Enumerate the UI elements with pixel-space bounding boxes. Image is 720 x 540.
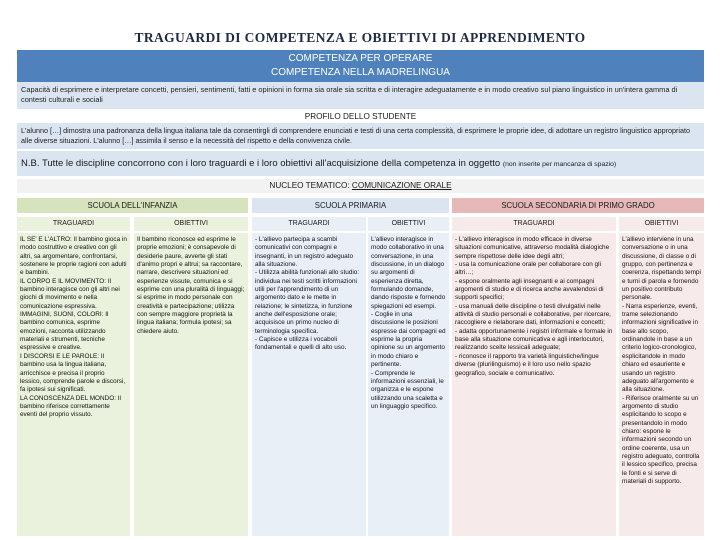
nb-note: [17, 151, 704, 176]
school-header-primaria: SCUOLA PRIMARIA: [252, 198, 449, 213]
nucleo-tematico: [17, 179, 704, 193]
primaria-traguardi-cell: [252, 233, 366, 536]
paragraph: IMMAGINI, SUONI, COLORI: Il bambino comunica, esprime emozioni, racconta utilizzando materiali e strumenti, tecniche espressive e creative.: [20, 311, 109, 352]
primaria-obiettivi-cell: [368, 233, 449, 536]
paragraph: Il bambino riconosce ed esprime le proprie emozioni; è consapevole di desiderie paure, avverte gli stati d'animo propri e altrui; sa raccontare, narrare, descrivere situazioni ed esperienze vissute, comunica e si esprime con una pluralità di linguaggi; si esprime in modo personale con creatività e partecipazione; utilizza con sempre maggiore proprietà la lingua italiana; formula ipotesi; sa chiedere aiuto.: [137, 236, 245, 335]
infanzia-traguardi-text: [20, 236, 127, 420]
paragraph: - Narra esperienze, eventi, trame selezionando informazioni significative in base allo scopo, ordinandole in base a un criterio logico-cronologico, esplicitandole in modo chiaro ed esauriente e usando un registro adeguato all'argomento e alla situazione.: [622, 302, 699, 394]
competence-line-2: COMPETENZA NELLA MADRELINGUA: [271, 67, 450, 78]
paragraph: - Comprende le informazioni essenziali, le organizza e le espone utilizzando una scaletta e un linguaggio specifico.: [371, 369, 444, 410]
col-header-secondaria-traguardi: TRAGUARDI: [452, 217, 616, 231]
infanzia-obiettivi-text: [137, 236, 245, 336]
nb-main-text: N.B. Tutte le discipline concorrono con i loro traguardi e i loro obiettivi all'acquisizione della competenza in oggetto: [21, 158, 501, 169]
nucleo-value: COMUNICAZIONE ORALE: [351, 181, 452, 190]
paragraph: - L'allievo interagisce in modo efficace in diverse situazioni comunicative, attraverso modalità dialogiche sempre rispettose delle idee degli altri;: [455, 236, 610, 260]
paragraph: - riconosce il rapporto tra varietà linguistiche/lingue diverse (plurilinguismo) e il loro uso nello spazio geografico, sociale e comunicativo.: [455, 352, 599, 377]
school-header-infanzia: SCUOLA DELL'INFANZIA: [17, 198, 248, 213]
paragraph: - Utilizza abilità funzionali allo studio: individua nei testi scritti informazioni utili per l'apprendimento di un argomento dato e le mette in relazione; le sintetizza, in funzione anche dell'esposizione orale; acquisisce un primo nucleo di terminologia specifica.: [255, 269, 360, 335]
school-header-secondaria: SCUOLA SECONDARIA DI PRIMO GRADO: [452, 198, 704, 213]
profile-title: PROFILO DELLO STUDENTE: [17, 111, 704, 123]
secondaria-traguardi-cell: [452, 233, 616, 536]
col-header-infanzia-obiettivi: OBIETTIVI: [134, 217, 248, 231]
competence-header: [17, 50, 704, 82]
col-header-primaria-obiettivi: OBIETTIVI: [368, 217, 449, 231]
page-title: TRAGUARDI DI COMPETENZA E OBIETTIVI DI APPRENDIMENTO: [134, 30, 586, 45]
paragraph: I DISCORSI E LE PAROLE: Il bambino usa la lingua italiana, arricchisce e precisa il proprio lessico, comprende parole e discorsi, fa ipotesi sui significati.: [20, 352, 126, 394]
col-header-infanzia-traguardi: TRAGUARDI: [17, 217, 130, 231]
nb-small-note: (non inserite per mancanza di spazio): [502, 161, 617, 168]
paragraph: - L'allievo partecipa a scambi comunicativi con compagni e insegnanti, in un registro adeguato alla situazione.: [255, 236, 354, 269]
infanzia-traguardi-cell: [17, 233, 130, 536]
paragraph: L'allievo interagisce in modo collaborativo in una conversazione, in una discussione, in un dialogo su argomenti di esperienza diretta, formulando domande, dando risposte e fornendo spiegazioni ed esempi.: [371, 236, 446, 310]
secondaria-obiettivi-text: [622, 236, 701, 486]
paragraph: LA CONOSCENZA DEL MONDO: Il bambino riferisce correttamente eventi del proprio vissuto.: [20, 394, 121, 419]
primaria-traguardi-text: [255, 236, 363, 353]
infanzia-obiettivi-cell: [134, 233, 248, 536]
paragraph: - adatta opportunamente i registri informale e formale in base alla situazione comunicativa e agli interlocutori, realizzando scelte lessicali adeguate;: [455, 327, 613, 352]
paragraph: - usa la comunicazione orale per collaborare con gli altri…;: [455, 261, 601, 277]
paragraph: - espone oralmente agli insegnanti e ai compagni argomenti di studio e di ricerca anche avvalendosi di supporti specifici;: [455, 277, 604, 302]
paragraph: - usa manuali delle discipline o testi divulgativi nelle attività di studio personali e collaborative, per ricercare, raccogliere e rielaborare dati, informazioni e concetti;: [455, 302, 611, 327]
competence-line-1: COMPETENZA PER OPERARE: [288, 53, 433, 64]
paragraph: IL CORPO E IL MOVIMENTO: Il bambino interagisce con gli altri nei giochi di movimento e nella comunicazione espressiva.: [20, 277, 120, 310]
paragraph: L'allievo interviene in una conversazione o in una discussione, di classe o di gruppo, con pertinenza e coerenza, rispettando tempi e turni di parola e fornendo un positivo contributo personale.: [622, 236, 701, 302]
col-header-secondaria-obiettivi: OBIETTIVI: [619, 217, 704, 231]
col-header-primaria-traguardi: TRAGUARDI: [252, 217, 366, 231]
secondaria-traguardi-text: [455, 236, 613, 378]
secondaria-obiettivi-cell: [619, 233, 704, 536]
paragraph: - Capisce e utilizza i vocaboli fondamentali e quelli di alto uso.: [255, 336, 347, 352]
primaria-obiettivi-text: [371, 236, 446, 411]
nucleo-label: NUCLEO TEMATICO:: [269, 181, 350, 190]
competence-description: Capacità di esprimere e interpretare concetti, pensieri, sentimenti, fatti e opinioni in forma sia orale sia scritta e di interagire adeguatamente e in modo creativo sul piano linguistico in un'intera gamma di contesti culturali e sociali: [17, 82, 704, 109]
paragraph: - Coglie in una discussione le posizioni espresse dai compagni ed esprime la propria opinione su un argomento in modo chiaro e pertinente.: [371, 311, 446, 369]
paragraph: - Riferisce oralmente su un argomento di studio esplicitando lo scopo e presentandolo in modo chiaro: espone le informazioni secondo un ordine coerente, usa un registro adeguato, controlla il lessico specifico, precisa le fonti e si serve di materiali di supporto.: [622, 394, 700, 485]
profile-description: L'alunno […] dimostra una padronanza della lingua italiana tale da consentirgli di comprendere enunciati e testi di una certa complessità, di esprimere le proprie idee, di adottare un registro linguistico appropriato alle diverse situazioni. L'alunno […] assimila il senso e la necessità del rispetto e della convivenza civile.: [17, 123, 704, 149]
paragraph: IL SE' E L'ALTRO: Il bambino gioca in modo costruttivo e creativo con gli altri, sa argomentare, confrontarsi, sostenere le proprie ragioni con adulti e bambini.: [20, 236, 127, 277]
